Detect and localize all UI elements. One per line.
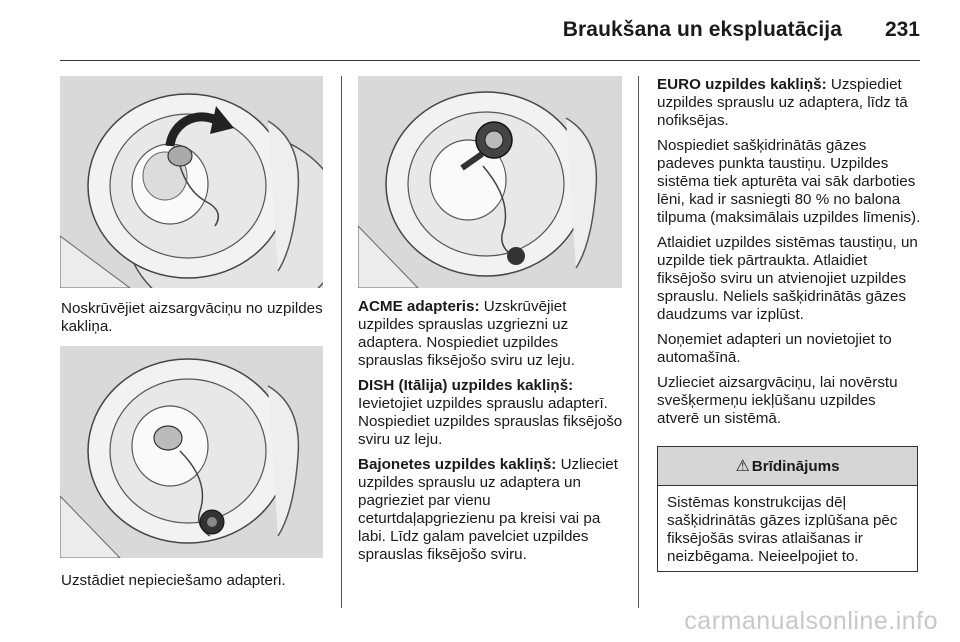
- paragraph: Atlaidiet uzpildes sistēmas taustiņu, un uzpilde tiek pārtraukta. Atlaidiet fiksējošo sviru un atvienojiet uzpildes sprauslu. Neliels sašķidrinātās gāzes daudzums var izplūst.: [657, 234, 918, 323]
- acme-label: ACME adapteris:: [358, 298, 480, 315]
- paragraph: Noņemiet adapteri un novietojiet to automašīnā.: [657, 331, 892, 366]
- warning-triangle-icon: ⚠: [735, 458, 750, 475]
- paragraph: Uzlieciet aizsargvāciņu, lai novērstu svešķermeņu iekļūšanu uzpildes atverē un sistēmā.: [657, 374, 898, 427]
- watermark: carmanualsonline.info: [684, 607, 938, 635]
- warning-body: Sistēmas konstrukcijas dēļ sašķidrinātās gāzes izplūšana pēc fiksējošās sviras atlaišanas ir neizbēgama. Neieelpojiet to.: [667, 494, 898, 565]
- acme-paragraph: ACME adapteris: Uzskrūvējiet uzpildes sprauslas uzgriezni uz adaptera. Nospiediet uzpildes sprauslas fiksējošo sviru uz leju.: [358, 298, 575, 369]
- warning-box: [657, 446, 918, 572]
- column-divider: [341, 76, 342, 608]
- column-divider: [638, 76, 639, 608]
- warning-header: [658, 447, 917, 486]
- euro-paragraph: EURO uzpildes kakliņš: Uzspiediet uzpildes sprauslu uz adaptera, līdz tā nofiksējas.: [657, 76, 908, 129]
- fuel-filler-illustration: [60, 76, 323, 288]
- euro-label: EURO uzpildes kakliņš:: [657, 76, 827, 93]
- caption-remove-cap: Noskrūvējiet aizsargvāciņu no uzpildes kakliņa.: [61, 300, 323, 335]
- section-title: Braukšana un ekspluatācija: [562, 18, 842, 41]
- warning-title: Brīdinājums: [751, 457, 840, 475]
- dish-paragraph: DISH (Itālija) uzpildes kakliņš: Ievietojiet uzpildes sprauslu adapterī. Nospiediet uzpildes sprauslas fiksējošo sviru uz leju.: [358, 377, 623, 448]
- figure-fit-adapter: [60, 346, 323, 558]
- refuel-instructions: [657, 76, 921, 435]
- adapter-instructions: [358, 298, 624, 571]
- paragraph: Nospiediet sašķidrinātās gāzes padeves punkta taustiņu. Uzpildes sistēma tiek apturēta vai sāk darboties lēni, kad ir sasniegti 80 % no balona tilpuma (maksimālais uzpildes līmenis).: [657, 137, 921, 226]
- header-rule: [60, 60, 920, 61]
- bayonet-label: Bajonetes uzpildes kakliņš:: [358, 456, 557, 473]
- caption-fit-adapter: Uzstādiet nepieciešamo adapteri.: [61, 572, 286, 589]
- bayonet-paragraph: Bajonetes uzpildes kakliņš: Uzlieciet uzpildes sprauslu uz adaptera un pagrieziet par vienu ceturtdaļapgriezienu pa kreisi vai pa labi. Līdz galam pavelciet uzpildes sprauslas fiksējošo sviru.: [358, 456, 618, 563]
- page-header: [0, 0, 960, 62]
- figure-adapter-installed: [358, 76, 622, 288]
- fuel-filler-adapter-installed-illustration: [358, 76, 622, 288]
- dish-label: DISH (Itālija) uzpildes kakliņš:: [358, 377, 574, 394]
- page-number: 231: [884, 18, 920, 41]
- fuel-filler-adapter-illustration: [60, 346, 323, 558]
- figure-remove-cap: [60, 76, 323, 288]
